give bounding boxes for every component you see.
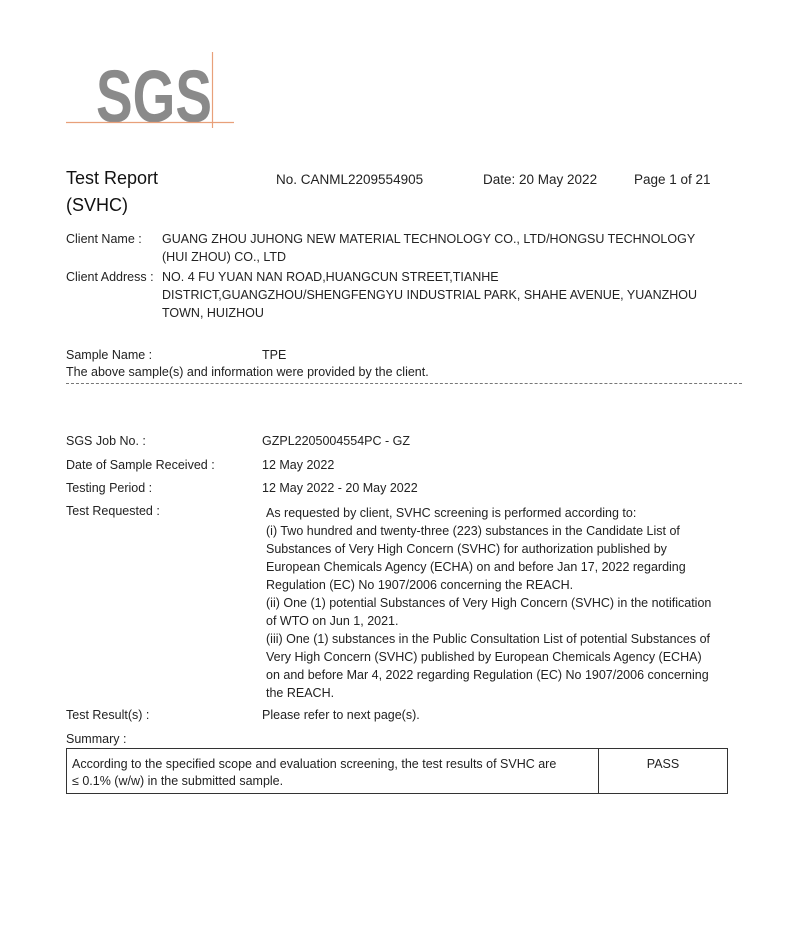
job-no-value: GZPL2205004554PC - GZ [262,434,410,448]
page-number: Page 1 of 21 [634,172,711,187]
client-name-line1: GUANG ZHOU JUHONG NEW MATERIAL TECHNOLOGY CO., LTD/HONGSU TECHNOLOGY [162,232,696,246]
report-subtitle: (SVHC) [66,195,128,215]
requested-line: (ii) One (1) potential Substances of Very High Concern (SVHC) in the notification [266,596,712,610]
client-address-line1: NO. 4 FU YUAN NAN ROAD,HUANGCUN STREET,TIANHE [162,270,499,284]
requested-line: Regulation (EC) No 1907/2006 concerning the REACH. [266,578,574,592]
report-date: Date: 20 May 2022 [483,172,598,187]
summary-text-cell [67,749,599,794]
report-title: Test Report [66,168,159,188]
summary-row [67,749,728,794]
sgs-logo-text: SGS [96,55,212,138]
period-label: Testing Period : [66,481,153,495]
sample-note: The above sample(s) and information were provided by the client. [66,365,429,379]
requested-line: European Chemicals Agency (ECHA) on and before Jan 17, 2022 regarding [266,560,686,574]
received-value: 12 May 2022 [262,458,335,472]
dashed-divider [66,383,742,384]
requested-line: of WTO on Jun 1, 2021. [266,614,399,628]
client-name-label: Client Name : [66,232,142,246]
report-number: No. CANML2209554905 [276,172,424,187]
summary-table [66,748,728,794]
client-address-line2: DISTRICT,GUANGZHOU/SHENGFENGYU INDUSTRIAL PARK, SHAHE AVENUE, YUANZHOU [162,288,698,302]
requested-line: (i) Two hundred and twenty-three (223) substances in the Candidate List of [266,524,680,538]
requested-label: Test Requested : [66,504,160,518]
sgs-logo [66,52,236,138]
result-value: Please refer to next page(s). [262,708,420,722]
job-no-label: SGS Job No. : [66,434,146,448]
summary-label: Summary : [66,732,127,746]
summary-result-cell: PASS [599,749,728,794]
requested-line: Substances of Very High Concern (SVHC) for authorization published by [266,542,667,556]
sample-name-label: Sample Name : [66,348,153,362]
requested-line: Very High Concern (SVHC) published by European Chemicals Agency (ECHA) [266,650,702,664]
sample-name-value: TPE [262,348,287,362]
requested-text [266,504,711,702]
period-value: 12 May 2022 - 20 May 2022 [262,481,418,495]
client-address-label: Client Address : [66,270,154,284]
summary-text-line1: According to the specified scope and evaluation screening, the test results of SVHC are [72,757,557,771]
received-label: Date of Sample Received : [66,458,215,472]
requested-line: the REACH. [266,686,335,700]
requested-line: on and before Mar 4, 2022 regarding Regulation (EC) No 1907/2006 concerning [266,668,709,682]
client-name-line2: (HUI ZHOU) CO., LTD [162,250,287,264]
result-label: Test Result(s) : [66,708,150,722]
requested-line: (iii) One (1) substances in the Public Consultation List of potential Substances of [266,632,710,646]
summary-text-line2: ≤ 0.1% (w/w) in the submitted sample. [72,774,284,788]
requested-line: As requested by client, SVHC screening is performed according to: [266,506,637,520]
client-address-line3: TOWN, HUIZHOU [162,306,264,320]
